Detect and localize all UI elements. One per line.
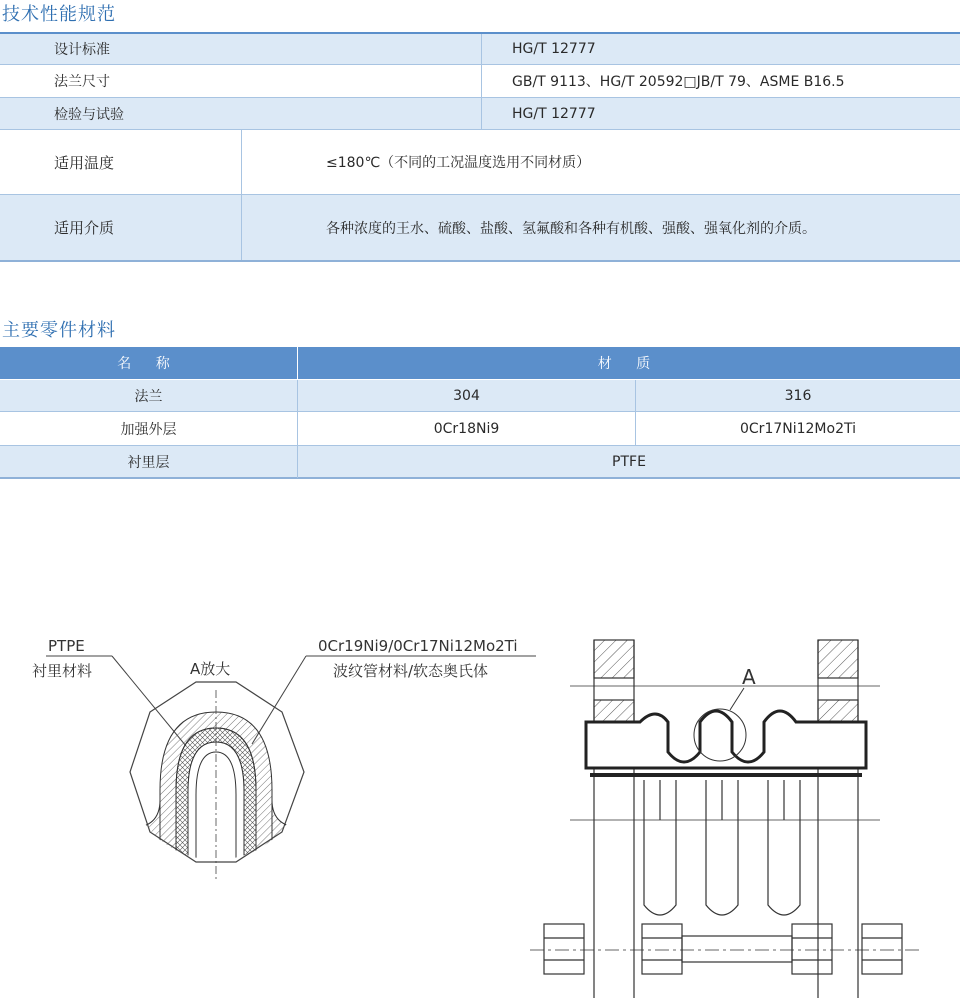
lining-label: 衬里材料 [32, 662, 93, 680]
zoom-detail [130, 682, 304, 880]
material-value: 316 [784, 387, 812, 404]
material-value: 304 [453, 387, 480, 404]
material-value: PTFE [612, 453, 646, 470]
spec-label: 检验与试验 [54, 106, 124, 123]
bellows-drawing [530, 640, 920, 998]
spec-label: 适用温度 [54, 153, 115, 172]
spec-value: HG/T 12777 [512, 105, 596, 122]
header-material: 材 质 [597, 356, 661, 372]
lining-code: PTPE [48, 637, 85, 655]
spec-value: GB/T 9113、HG/T 20592□JB/T 79、ASME B16.5 [512, 74, 845, 90]
spec-label: 适用介质 [54, 219, 115, 237]
material-name: 加强外层 [120, 421, 177, 438]
materials-section-title: 主要零件材料 [2, 320, 116, 341]
spec-label: 设计标准 [54, 42, 110, 58]
material-value: 0Cr17Ni12Mo2Ti [740, 420, 856, 437]
zoom-label: A放大 [190, 660, 231, 678]
header-name: 名 称 [117, 356, 180, 372]
spec-label: 法兰尺寸 [54, 74, 110, 90]
material-value: 0Cr18Ni9 [433, 420, 500, 437]
material-name: 法兰 [134, 388, 163, 405]
spec-value: HG/T 12777 [512, 41, 596, 57]
spec-section-title: 技术性能规范 [2, 4, 116, 25]
spec-value: ≤180℃（不同的工况温度选用不同材质） [326, 155, 591, 171]
bellows-code: 0Cr19Ni9/0Cr17Ni12Mo2Ti [318, 637, 518, 655]
material-name: 衬里层 [127, 454, 170, 471]
spec-value: 各种浓度的王水、硫酸、盐酸、氢氟酸和各种有机酸、强酸、强氧化剂的介质。 [326, 220, 816, 237]
bellows-label: 波纹管材料/软态奥氏体 [333, 662, 489, 680]
detail-marker: A [742, 665, 756, 689]
